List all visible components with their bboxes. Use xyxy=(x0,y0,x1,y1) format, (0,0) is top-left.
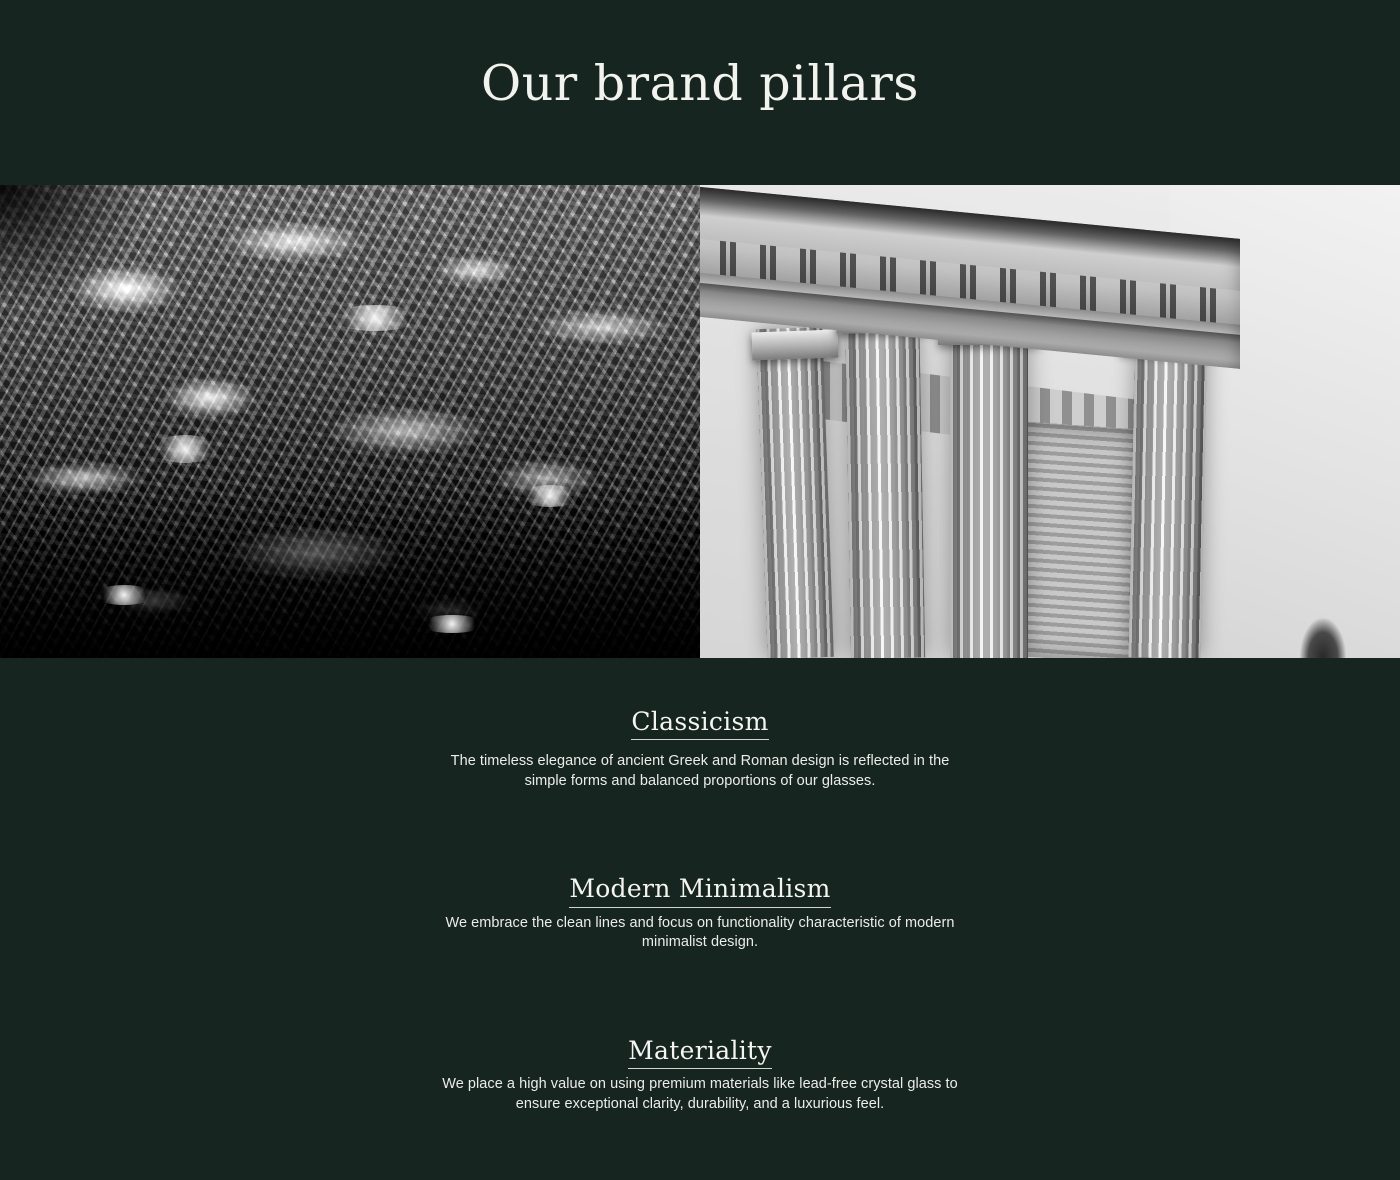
glass-shadow-bottom xyxy=(0,488,700,658)
glass-highlight xyxy=(150,435,220,463)
temple-column xyxy=(950,303,1028,658)
pillar-item xyxy=(0,873,1400,952)
pillar-body: We place a high value on using premium materials like lead-free crystal glass to ensure exceptional clarity, durability, and a luxurious feel. xyxy=(442,1076,958,1112)
glass-shadow-corner xyxy=(0,185,150,305)
pillar-title: Modern Minimalism xyxy=(569,873,830,907)
pillar-item xyxy=(0,1035,1400,1114)
temple-column xyxy=(756,327,833,658)
temple-column xyxy=(845,297,925,658)
page-header xyxy=(0,0,1400,185)
glass-highlight xyxy=(330,305,420,331)
pillar-item xyxy=(0,706,1400,791)
glass-highlight xyxy=(520,485,580,507)
brand-pillars-list xyxy=(0,658,1400,1114)
page-title: Our brand pillars xyxy=(481,55,919,112)
image-band xyxy=(0,185,1400,658)
crumpled-glass-photo xyxy=(0,185,700,658)
pillar-body: We embrace the clean lines and focus on functionality characteristic of modern minimalist design. xyxy=(445,914,955,951)
classical-temple-photo xyxy=(700,185,1400,658)
glass-highlight xyxy=(95,585,153,605)
temple-capital xyxy=(752,330,839,361)
pillar-title: Classicism xyxy=(631,706,768,740)
glass-highlight xyxy=(420,615,484,633)
pillar-body: The timeless elegance of ancient Greek and Roman design is reflected in the simple forms and balanced proportions of our glasses. xyxy=(450,753,950,789)
pillar-title: Materiality xyxy=(628,1035,772,1069)
tree-silhouette xyxy=(1300,618,1346,658)
temple-column xyxy=(1128,317,1207,658)
